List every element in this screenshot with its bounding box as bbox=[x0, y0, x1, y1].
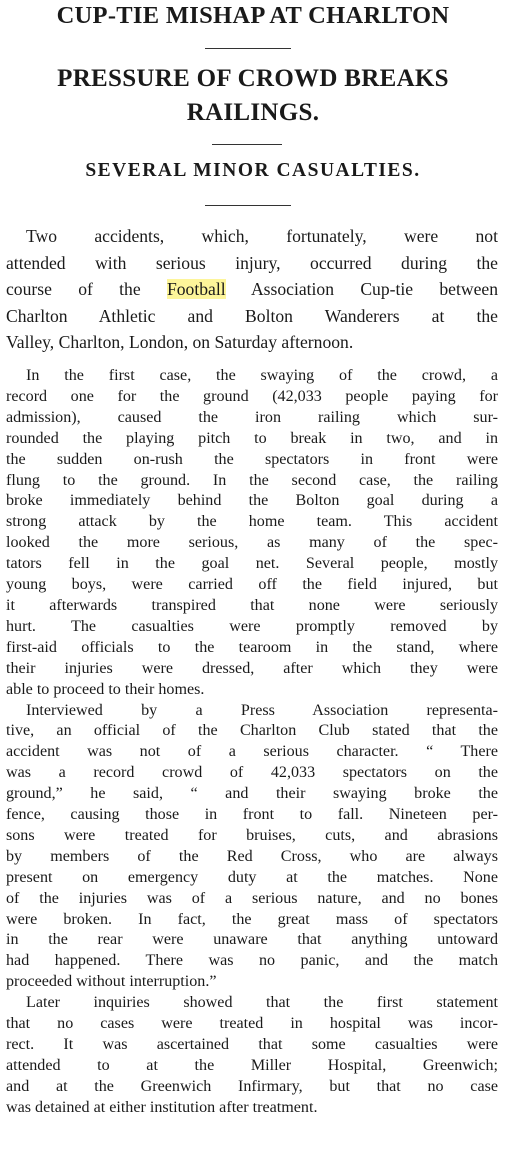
body-text bbox=[6, 366, 498, 1119]
text-line: hurt. The casualties were promptly removed by bbox=[6, 617, 498, 635]
text-segment: Association Cup-tie between bbox=[225, 279, 499, 300]
text-line: first-aid officials to the tearoom in the stand, where bbox=[6, 638, 498, 656]
text-line: sons were treated for bruises, cuts, and abrasions bbox=[6, 826, 498, 844]
text-line: had happened. There was no panic, and the match bbox=[6, 952, 498, 970]
text-line: Valley, Charlton, London, on Saturday afternoon. bbox=[6, 332, 354, 353]
text-line: in the rear were unaware that anything untoward bbox=[6, 931, 498, 949]
text-line: was detained at either institution after treatment. bbox=[6, 1098, 318, 1116]
text-line: rounded the playing pitch to break in two, and in bbox=[6, 429, 498, 447]
text-line: strong attack by the home team. This accident bbox=[6, 513, 498, 531]
subheadline-line: PRESSURE OF CROWD BREAKS bbox=[57, 65, 449, 92]
divider-rule bbox=[205, 48, 291, 49]
text-line: record one for the ground (42,033 people paying for bbox=[6, 387, 498, 405]
text-line: Two accidents, which, fortunately, were not bbox=[26, 226, 498, 246]
lead-paragraph bbox=[6, 223, 498, 356]
text-line bbox=[6, 276, 498, 303]
text-line: admission), caused the iron railing which sur- bbox=[6, 408, 498, 426]
subheadline bbox=[0, 62, 506, 130]
divider-rule bbox=[205, 205, 291, 206]
text-line: proceeded without interruption.” bbox=[6, 973, 217, 991]
highlighted-word: Football bbox=[166, 279, 226, 300]
text-line: present on emergency duty at the matches. None bbox=[6, 868, 498, 886]
text-line: tators fell in the goal net. Several people, mostly bbox=[6, 555, 498, 573]
text-line: rect. It was ascertained that some casualties were bbox=[6, 1036, 498, 1053]
text-line: and at the Greenwich Infirmary, but that no case bbox=[6, 1077, 498, 1095]
divider-rule bbox=[212, 144, 282, 145]
text-line: attended with serious injury, occurred during the bbox=[6, 252, 498, 273]
text-line: broke immediately behind the Bolton goal during a bbox=[6, 492, 498, 510]
text-line: the sudden on-rush the spectators in front were bbox=[6, 450, 498, 468]
text-line: their injuries were dressed, after which they were bbox=[6, 659, 498, 677]
text-line: it afterwards transpired that none were seriously bbox=[6, 596, 498, 614]
text-line: looked the more serious, as many of the spec- bbox=[6, 534, 498, 552]
text-line: flung to the ground. In the second case, the railing bbox=[6, 471, 498, 489]
text-line: Charlton Athletic and Bolton Wanderers at the bbox=[6, 305, 498, 326]
text-line: tive, an official of the Charlton Club stated that the bbox=[6, 722, 498, 740]
text-line: that no cases were treated in hospital was incor- bbox=[6, 1015, 498, 1033]
text-line: attended to at the Miller Hospital, Greenwich; bbox=[6, 1056, 498, 1074]
text-line: Interviewed by a Press Association representa- bbox=[26, 701, 498, 719]
text-line: accident was not of a serious character. “ There bbox=[6, 743, 498, 761]
text-segment: course of the bbox=[6, 279, 167, 300]
text-line: ground,” he said, “ and their swaying broke the bbox=[6, 785, 498, 803]
subheadline-line: RAILINGS. bbox=[186, 99, 320, 126]
text-line: fence, causing those in front to fall. Nineteen per- bbox=[6, 806, 498, 824]
text-line: able to proceed to their homes. bbox=[6, 680, 205, 698]
text-line: was a record crowd of 42,033 spectators on the bbox=[6, 764, 498, 782]
text-line: In the first case, the swaying of the crowd, a bbox=[26, 367, 498, 384]
headline: CUP-TIE MISHAP AT CHARLTON bbox=[56, 2, 450, 29]
text-line: by members of the Red Cross, who are always bbox=[6, 847, 498, 865]
deck-headline: SEVERAL MINOR CASUALTIES. bbox=[85, 160, 421, 181]
text-line: of the injuries was of a serious nature, and no bones bbox=[6, 889, 498, 907]
text-line: Later inquiries showed that the first statement bbox=[26, 994, 498, 1012]
text-line: were broken. In fact, the great mass of spectators bbox=[6, 910, 498, 928]
text-line: young boys, were carried off the field injured, but bbox=[6, 576, 498, 594]
